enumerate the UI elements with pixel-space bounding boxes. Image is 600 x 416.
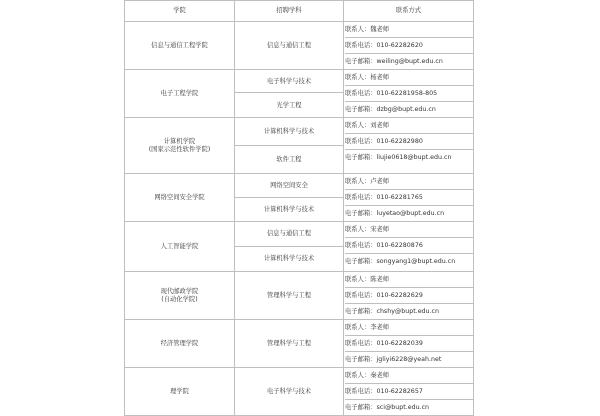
- subject-cell: 电子科学与技术: [235, 70, 344, 93]
- subject-cell: 信息与通信工程: [235, 222, 344, 247]
- subject-cell: 计算机科学与技术: [235, 198, 344, 222]
- contact-phone: 联系电话：010-62282980: [345, 134, 473, 150]
- contact-cell: [344, 22, 474, 70]
- table-row: [125, 368, 474, 416]
- contact-email[interactable]: 电子邮箱：jgliyi6228@yeah.net: [345, 356, 442, 363]
- table-row: [125, 320, 474, 368]
- college-name-line: 网络空间安全学院: [154, 193, 205, 201]
- contact-person: 联系人：李老师: [345, 320, 473, 336]
- table-body: [125, 22, 474, 416]
- contact-cell: [344, 118, 474, 174]
- contact-email[interactable]: 电子邮箱：liujie0618@bupt.edu.cn: [345, 154, 452, 161]
- subject-cell: 电子科学与技术: [235, 368, 344, 416]
- contact-cell: [344, 368, 474, 416]
- subject-cell: 信息与通信工程: [235, 22, 344, 70]
- contact-phone: 联系电话：010-62282629: [345, 288, 473, 304]
- recruitment-table-wrapper: [124, 0, 473, 416]
- header-subject: 招聘学科: [235, 1, 344, 22]
- college-cell: [125, 118, 235, 174]
- contact-person: 联系人：杨老师: [345, 70, 473, 86]
- contact-cell: [344, 222, 474, 272]
- table-row: [125, 118, 474, 146]
- college-name-line: 经济管理学院: [160, 339, 199, 347]
- contact-person: 联系人：刘老师: [345, 118, 473, 134]
- contact-person: 联系人：秦老师: [345, 368, 473, 384]
- contact-phone: 联系电话：010-62282620: [345, 38, 473, 54]
- college-name-line: 电子工程学院: [160, 89, 199, 97]
- college-name-line: 现代邮政学院: [160, 288, 199, 296]
- contact-phone: 联系电话：010-62281765: [345, 190, 473, 206]
- contact-email[interactable]: 电子邮箱：weiling@bupt.edu.cn: [345, 58, 443, 65]
- college-cell: [125, 272, 235, 320]
- college-cell: [125, 22, 235, 70]
- header-college: 学院: [125, 1, 235, 22]
- college-name-line: 信息与通信工程学院: [151, 41, 208, 49]
- table-row: [125, 174, 474, 198]
- table-header-row: [125, 1, 474, 22]
- college-cell: [125, 70, 235, 118]
- contact-phone: 联系电话：010-62281958-805: [345, 86, 473, 102]
- college-name-line: 计算机学院: [163, 138, 196, 146]
- table-row: [125, 70, 474, 93]
- college-name-line: (国家示范性软件学院): [148, 145, 211, 153]
- contact-person: 联系人：魏老师: [345, 22, 473, 38]
- subject-cell: 管理科学与工程: [235, 272, 344, 320]
- contact-phone: 联系电话：010-62282039: [345, 336, 473, 352]
- college-name-line: (自动化学院): [161, 295, 198, 303]
- contact-phone: 联系电话：010-62282657: [345, 384, 473, 400]
- contact-person: 联系人：陈老师: [345, 272, 473, 288]
- contact-cell: [344, 320, 474, 368]
- college-name-line: 人工智能学院: [160, 242, 199, 250]
- college-cell: [125, 222, 235, 272]
- contact-person: 联系人：宋老师: [345, 222, 473, 238]
- recruitment-table: [124, 0, 474, 416]
- subject-cell: 管理科学与工程: [235, 320, 344, 368]
- header-contact: 联系方式: [344, 1, 474, 22]
- contact-email[interactable]: 电子邮箱：sci@bupt.edu.cn: [345, 404, 430, 411]
- college-cell: [125, 174, 235, 222]
- subject-cell: 计算机科学与技术: [235, 118, 344, 146]
- college-cell: [125, 368, 235, 416]
- subject-cell: 计算机科学与技术: [235, 247, 344, 272]
- subject-cell: 光学工程: [235, 93, 344, 118]
- contact-cell: [344, 70, 474, 118]
- contact-phone: 联系电话：010-62280876: [345, 238, 473, 254]
- contact-email[interactable]: 电子邮箱：chshy@bupt.edu.cn: [345, 308, 440, 315]
- contact-email[interactable]: 电子邮箱：dzbg@bupt.edu.cn: [345, 106, 436, 113]
- contact-email[interactable]: 电子邮箱：songyang1@bupt.edu.cn: [345, 258, 456, 265]
- college-cell: [125, 320, 235, 368]
- contact-email[interactable]: 电子邮箱：luyetao@bupt.edu.cn: [345, 210, 445, 217]
- table-row: [125, 222, 474, 247]
- table-row: [125, 272, 474, 320]
- subject-cell: 网络空间安全: [235, 174, 344, 198]
- contact-person: 联系人：卢老师: [345, 174, 473, 190]
- contact-cell: [344, 174, 474, 222]
- subject-cell: 软件工程: [235, 146, 344, 174]
- college-name-line: 理学院: [170, 387, 189, 395]
- table-row: [125, 22, 474, 70]
- contact-cell: [344, 272, 474, 320]
